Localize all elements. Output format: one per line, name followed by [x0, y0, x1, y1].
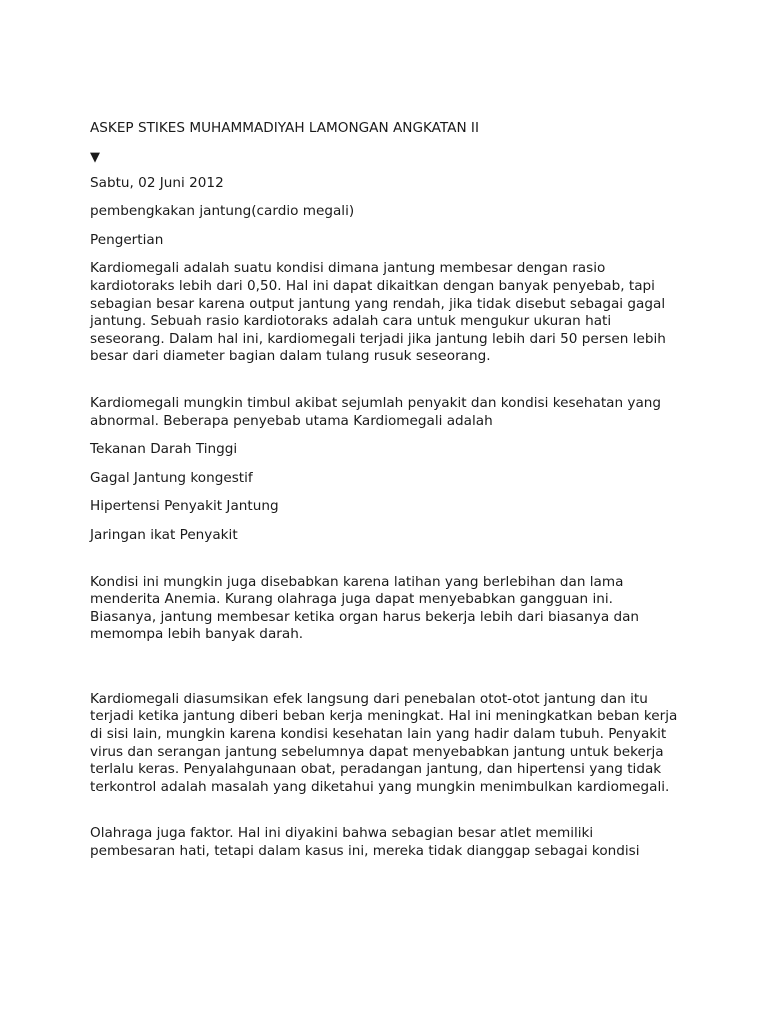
spacer: [90, 556, 680, 574]
spacer: [90, 655, 680, 691]
paragraph-causes-intro: Kardiomegali mungkin timbul akibat sejumlah penyakit dan kondisi kesehatan yang abnormal. Beberapa penyebab utama Kardiomegali adalah: [90, 394, 662, 429]
site-title: ASKEP STIKES MUHAMMADIYAH LAMONGAN ANGKATAN II: [90, 120, 479, 136]
cause-item: Tekanan Darah Tinggi: [90, 441, 238, 458]
cause-item: Hipertensi Penyakit Jantung: [90, 498, 279, 515]
document-body: [90, 120, 680, 872]
spacer: [90, 807, 680, 825]
dropdown-toggle-icon[interactable]: ▼: [90, 149, 100, 165]
paragraph-muscle-thickening: Kardiomegali diasumsikan efek langsung dari penebalan otot-otot jantung dan itu terjadi ketika jantung diberi beban kerja meningkat. Hal ini meningkatkan beban kerja di sisi lain, mungkin karena kondisi kesehatan lain yang hadir dalam tubuh. Penyakit virus dan serangan jantung sebelumnya dapat menyebabkan jantung untuk bekerja terlalu keras. Penyalahgunaan obat, peradangan jantung, dan hipertensi yang tidak terkontrol adalah masalah yang diketahui yang mungkin menimbulkan kardiomegali.: [90, 690, 678, 795]
paragraph-athletes: Olahraga juga faktor. Hal ini diyakini bahwa sebagian besar atlet memiliki pembesaran hati, tetapi dalam kasus ini, mereka tidak dianggap sebagai kondisi: [90, 825, 640, 860]
cause-item: Gagal Jantung kongestif: [90, 469, 253, 486]
paragraph-definition: Kardiomegali adalah suatu kondisi dimana jantung membesar dengan rasio kardiotoraks lebih dari 0,50. Hal ini dapat dikaitkan dengan banyak penyebab, tapi sebagian besar karena output jantung yang rendah, jika tidak disebut sebagai gagal jantung. Sebuah rasio kardiotoraks adalah cara untuk mengukur ukuran hati seseorang. Dalam hal ini, kardiomegali terjadi jika jantung lebih dari 50 persen lebih besar dari diameter bagian dalam tulang rusuk seseorang.: [90, 260, 666, 365]
section-heading: Pengertian: [90, 231, 164, 248]
spacer: [90, 377, 680, 395]
paragraph-exercise-anemia: Kondisi ini mungkin juga disebabkan karena latihan yang berlebihan dan lama menderita Anemia. Kurang olahraga juga dapat menyebabkan gangguan ini. Biasanya, jantung membesar ketika organ harus bekerja lebih dari biasanya dan memompa lebih banyak darah.: [90, 573, 640, 643]
post-date: Sabtu, 02 Juni 2012: [90, 174, 224, 191]
post-title: pembengkakan jantung(cardio megali): [90, 203, 355, 220]
cause-item: Jaringan ikat Penyakit: [90, 526, 238, 543]
